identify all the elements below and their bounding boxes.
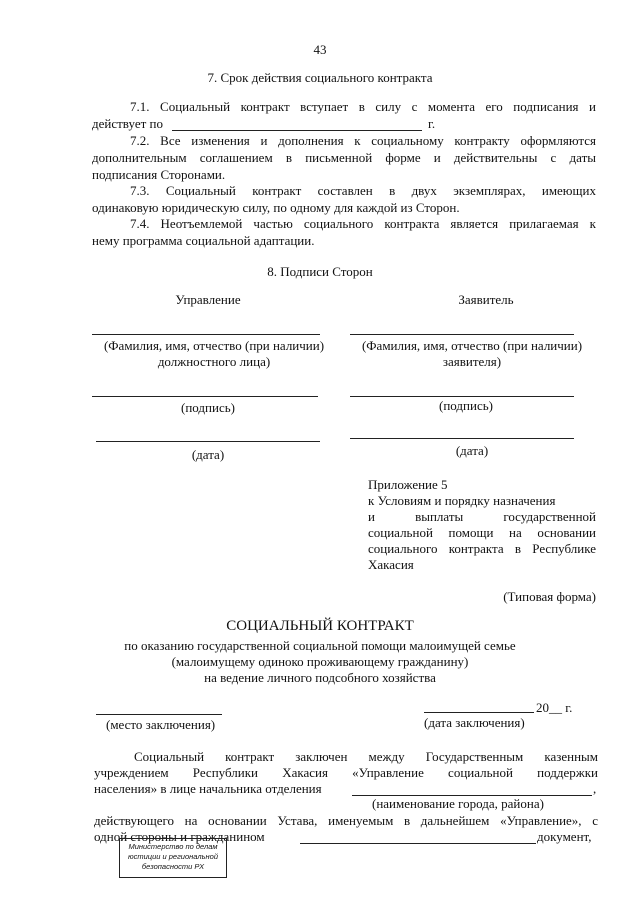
appendix-line3: и выплаты государственной [368,509,596,524]
contract-body-3-post: , [593,781,597,796]
stamp-line2: юстиции и региональной [127,852,219,861]
place-caption: (место заключения) [106,717,216,732]
contract-body-5-pre: одной стороны и гражданином [94,829,265,844]
s7-p2-line2: дополнительным соглашением в письменной форме и действительны с даты [92,150,596,165]
s7-p1-line2-pre: действует по [92,116,163,131]
stamp-line1: Министерство по делам [128,842,218,851]
form-type-label: (Типовая форма) [503,589,596,604]
contract-body-4: действующего на основании Устава, именуемым в дальнейшем «Управление», с [94,813,598,828]
contract-body-3-pre: населения» в лице начальника отделения [94,781,322,796]
appendix-line4: социальной помощи на основании [368,525,596,540]
left-date-line [96,441,320,442]
contract-subtitle-3: на ведение личного подсобного хозяйства [204,670,436,685]
right-signature-caption: (подпись) [439,398,493,413]
contract-body-2: учреждением Республики Хакасия «Управление социальной поддержки [94,765,598,780]
citizen-line [300,843,536,844]
contract-subtitle-1: по оказанию государственной социальной помощи малоимущей семье [124,638,516,653]
ministry-stamp [119,838,227,878]
place-line [96,714,222,715]
right-name-caption-1: (Фамилия, имя, отчество (при наличии) [361,338,583,353]
contract-date-caption: (дата заключения) [424,715,525,730]
s7-p1-line2-post: г. [428,116,436,131]
s7-p4-line1: 7.4. Неотъемлемой частью социального контракта является прилагаемая к [130,216,596,231]
contract-body-1: Социальный контракт заключен между Государственным казенным [134,749,598,764]
s7-p3-line1: 7.3. Социальный контракт составлен в двух экземплярах, имеющих [130,183,596,198]
s7-p4-line2: нему программа социальной адаптации. [92,233,315,248]
s7-p2-line1: 7.2. Все изменения и дополнения к социальному контракту оформляются [130,133,596,148]
contract-date-line [424,712,534,713]
valid-until-line [172,130,422,131]
left-date-caption: (дата) [191,447,225,462]
appendix-line2: к Условиям и порядку назначения [368,493,556,508]
section7-title: 7. Срок действия социального контракта [207,70,433,85]
section8-title: 8. Подписи Сторон [267,264,373,279]
contract-title: СОЦИАЛЬНЫЙ КОНТРАКТ [226,618,414,634]
contract-subtitle-2: (малоимущему одиноко проживающему гражданину) [171,654,469,669]
left-name-caption-2: должностного лица) [157,354,271,369]
left-signature-caption: (подпись) [181,400,235,415]
contract-year: 20__ г. [536,700,573,715]
s7-p2-line3: подписания Сторонами. [92,167,226,182]
left-party-label: Управление [175,292,241,307]
right-signature-line [350,396,574,397]
appendix-line6: Хакасия [368,557,414,572]
left-name-line [92,334,320,335]
appendix-line1: Приложение 5 [368,477,448,492]
stamp-line3: безопасности РХ [141,862,205,871]
left-signature-line [92,396,318,397]
right-date-caption: (дата) [455,443,489,458]
left-name-caption-1: (Фамилия, имя, отчество (при наличии) [103,338,325,353]
s7-p3-line2: одинаковую юридическую силу, по одному для каждой из Сторон. [92,200,460,215]
right-date-line [350,438,574,439]
right-party-label: Заявитель [458,292,514,307]
right-name-caption-2: заявителя) [442,354,502,369]
right-name-line [350,334,574,335]
city-caption: (наименование города, района) [372,796,544,811]
appendix-line5: социального контракта в Республике [368,541,596,556]
contract-body-5-post: документ, [537,829,592,844]
page-number: 43 [313,42,327,57]
s7-p1-line1: 7.1. Социальный контракт вступает в силу с момента его подписания и [130,99,596,114]
